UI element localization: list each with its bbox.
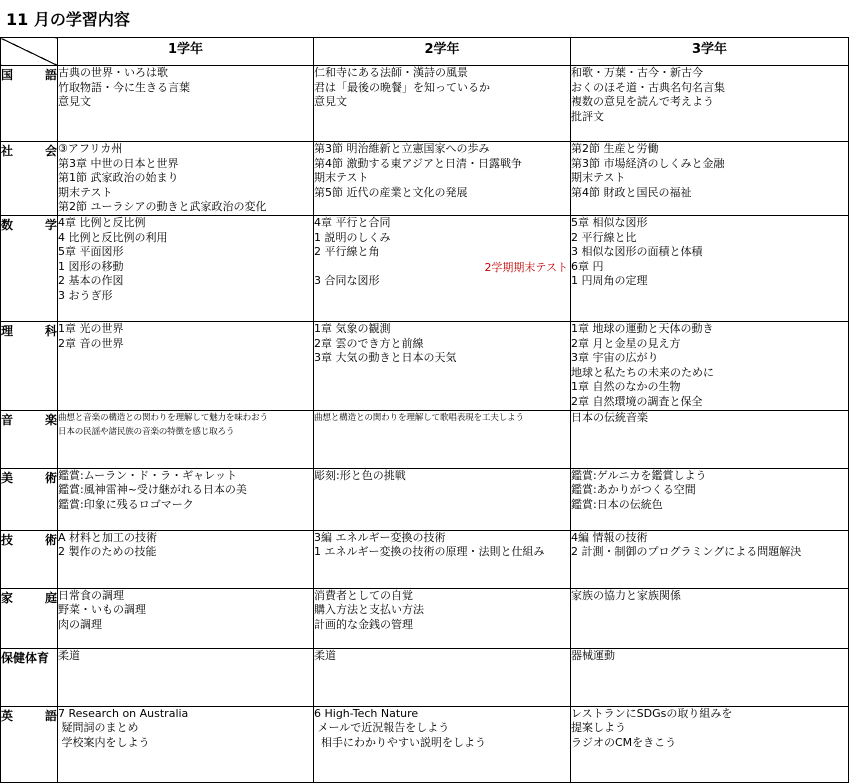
content-line: 相手にわかりやすい説明をしよう xyxy=(314,735,486,749)
content-cell-grade-3 xyxy=(571,142,849,216)
content-line: 鑑賞:ムーラン・ド・ラ・ギャレット xyxy=(58,468,238,482)
content-line: 意見文 xyxy=(314,95,347,109)
content-line: 1 エネルギー変換の技術の原理・法則と仕組み xyxy=(314,545,545,559)
content-cell-grade-2 xyxy=(314,410,571,468)
content-line: 2章 音の世界 xyxy=(58,336,124,350)
content-cell-grade-2 xyxy=(314,142,571,216)
content-cell-grade-3 xyxy=(571,468,849,530)
subject-row-japanese xyxy=(1,66,849,142)
content-line: 4編 情報の技術 xyxy=(571,530,648,544)
subject-label xyxy=(1,142,58,216)
content-line: 野菜・いもの調理 xyxy=(58,603,146,617)
content-cell-grade-1 xyxy=(58,588,314,648)
content-line: おくのほそ道・古典名句名言集 xyxy=(571,80,725,94)
content-cell-grade-3 xyxy=(571,66,849,142)
content-cell-grade-1 xyxy=(58,322,314,411)
content-cell-grade-3 xyxy=(571,530,849,588)
subject-char: 語 xyxy=(44,68,57,82)
subject-char: 術 xyxy=(44,532,57,547)
content-line: 2章 月と金星の見え方 xyxy=(571,336,681,350)
content-cell-grade-3 xyxy=(571,322,849,411)
content-line: 鑑賞:印象に残るロゴマーク xyxy=(58,497,194,511)
content-cell-grade-2 xyxy=(314,216,571,322)
content-line: 2章 自然環境の調査と保全 xyxy=(571,394,703,408)
subject-char: 社 xyxy=(1,144,14,158)
content-line: 5章 相似な図形 xyxy=(571,216,648,229)
subject-char: 術 xyxy=(44,470,57,485)
content-line: 4章 平行と合同 xyxy=(314,216,391,229)
content-line: 仁和寺にある法師・漢詩の風景 xyxy=(314,66,468,79)
content-cell-grade-2 xyxy=(314,468,571,530)
subject-label xyxy=(1,588,58,648)
content-line: 2 製作のための技能 xyxy=(58,545,157,559)
content-line: 竹取物語・今に生きる言葉 xyxy=(58,80,190,94)
content-line: 第2節 ユーラシアの動きと武家政治の変化 xyxy=(58,200,267,214)
content-line: 3編 エネルギー変換の技術 xyxy=(314,530,446,544)
content-line: 古典の世界・いろは歌 xyxy=(58,66,168,79)
content-cell-grade-3 xyxy=(571,648,849,706)
subject-label xyxy=(1,468,58,530)
content-line: 第4節 財政と国民の福祉 xyxy=(571,185,692,199)
content-cell-grade-1 xyxy=(58,66,314,142)
subject-char: 庭 xyxy=(44,590,57,605)
content-line: 柔道 xyxy=(58,648,80,662)
content-line: 家族の協力と家族関係 xyxy=(571,588,681,602)
schedule-table xyxy=(0,37,849,783)
content-line: 5章 平面図形 xyxy=(58,245,124,259)
content-line: 鑑賞:風神雷神~受け継がれる日本の美 xyxy=(58,483,247,497)
subject-char: 保健体育 xyxy=(1,650,50,665)
content-cell-grade-1 xyxy=(58,706,314,782)
content-cell-grade-1 xyxy=(58,142,314,216)
content-line: 第4節 激動する東アジアと日清・日露戦争 xyxy=(314,156,523,170)
subject-char: 家 xyxy=(1,590,14,605)
subject-row-art xyxy=(1,468,849,530)
content-cell-grade-2 xyxy=(314,530,571,588)
content-line: 2 平行線と角 xyxy=(314,245,380,259)
subject-label xyxy=(1,530,58,588)
content-cell-grade-1 xyxy=(58,648,314,706)
content-line: 2 基本の作図 xyxy=(58,274,124,288)
content-cell-grade-1 xyxy=(58,216,314,322)
content-line: 鑑賞:あかりがつくる空間 xyxy=(571,483,696,497)
content-cell-grade-1 xyxy=(58,468,314,530)
subject-row-music xyxy=(1,410,849,468)
subject-char: 学 xyxy=(44,218,57,232)
subject-label xyxy=(1,216,58,322)
content-cell-grade-2 xyxy=(314,66,571,142)
content-line: 4章 比例と反比例 xyxy=(58,216,146,229)
content-line: 2 平行線と比 xyxy=(571,230,637,244)
subject-char: 英 xyxy=(1,708,14,723)
content-line: 第1節 武家政治の始まり xyxy=(58,171,179,185)
content-line: A 材料と加工の技術 xyxy=(58,530,158,544)
content-line: 第5節 近代の産業と文化の発展 xyxy=(314,185,468,199)
content-line: 和歌・万葉・古今・新古今 xyxy=(571,66,703,79)
content-line: 日常食の調理 xyxy=(58,588,124,602)
content-line: 購入方法と支払い方法 xyxy=(314,603,424,617)
content-cell-grade-2 xyxy=(314,588,571,648)
exam-note: 2学期期末テスト xyxy=(484,261,568,274)
grade-header-1: 1学年 xyxy=(58,38,314,66)
subject-row-science xyxy=(1,322,849,411)
corner-cell xyxy=(1,38,58,66)
content-line: 3 合同な図形 xyxy=(314,274,380,288)
subject-char: 理 xyxy=(1,324,14,338)
content-line: 第3節 明治維新と立憲国家への歩み xyxy=(314,142,490,155)
content-line: 疑問詞のまとめ xyxy=(58,721,139,735)
content-line: 3章 大気の動きと日本の天気 xyxy=(314,351,457,365)
content-line: 3章 宇宙の広がり xyxy=(571,351,659,365)
subject-row-pe xyxy=(1,648,849,706)
subject-row-technology xyxy=(1,530,849,588)
content-line: 1章 光の世界 xyxy=(58,322,124,335)
grade-header-3: 3学年 xyxy=(571,38,849,66)
content-line: レストランにSDGsの取り組みを xyxy=(571,706,733,720)
subject-row-math xyxy=(1,216,849,322)
subject-char: 語 xyxy=(44,708,57,723)
content-line: 2章 雲のでき方と前線 xyxy=(314,336,424,350)
subject-row-english xyxy=(1,706,849,782)
content-line: 日本の伝統音楽 xyxy=(571,410,648,424)
subject-row-home-economics xyxy=(1,588,849,648)
subject-char: 技 xyxy=(1,532,14,547)
content-line: 曲想と音楽の構造との関わりを理解して魅力を味わおう xyxy=(58,412,268,423)
content-line: 第3節 市場経済のしくみと金融 xyxy=(571,156,725,170)
content-line: 意見文 xyxy=(58,95,91,109)
content-cell-grade-3 xyxy=(571,410,849,468)
content-line: 2 計測・制御のプログラミングによる問題解決 xyxy=(571,545,802,559)
subject-label xyxy=(1,66,58,142)
content-line: 1章 自然のなかの生物 xyxy=(571,380,681,394)
content-line: 期末テスト xyxy=(571,171,626,185)
content-line: 期末テスト xyxy=(58,185,113,199)
grade-header-2: 2学年 xyxy=(314,38,571,66)
content-line: 3 おうぎ形 xyxy=(58,288,113,302)
subject-char: 国 xyxy=(1,68,14,82)
content-line: 曲想と構造との関わりを理解して歌唱表現を工夫しよう xyxy=(314,412,524,423)
subject-label xyxy=(1,322,58,411)
content-cell-grade-1 xyxy=(58,530,314,588)
content-line: 日本の民謡や諸民族の音楽の特徴を感じ取ろう xyxy=(58,427,235,438)
content-cell-grade-2 xyxy=(314,322,571,411)
content-line: 1章 地球の運動と天体の動き xyxy=(571,322,714,335)
content-line: 1 円周角の定理 xyxy=(571,274,648,288)
content-line: 消費者としての自覚 xyxy=(314,588,413,602)
content-line: 柔道 xyxy=(314,648,336,662)
content-line: 4 比例と反比例の利用 xyxy=(58,230,168,244)
content-line: 3 相似な図形の面積と体積 xyxy=(571,245,703,259)
content-line: 鑑賞:日本の伝統色 xyxy=(571,497,663,511)
content-line: 鑑賞:ゲルニカを鑑賞しよう xyxy=(571,468,707,482)
content-line: 学校案内をしよう xyxy=(58,735,150,749)
content-cell-grade-1 xyxy=(58,410,314,468)
subject-char: 数 xyxy=(1,218,14,232)
subject-char: 科 xyxy=(44,324,57,338)
subject-label xyxy=(1,410,58,468)
content-line: 6 High-Tech Nature xyxy=(314,706,419,720)
subject-char: 楽 xyxy=(44,412,57,427)
subject-char: 音 xyxy=(1,412,14,427)
content-line: 計画的な金銭の管理 xyxy=(314,617,413,631)
page-title: 11 月の学習内容 xyxy=(6,10,130,29)
content-cell-grade-3 xyxy=(571,216,849,322)
content-line: 君は「最後の晩餐」を知っているか xyxy=(314,80,490,94)
content-line: 1 図形の移動 xyxy=(58,259,124,273)
content-line: 複数の意見を読んで考えよう xyxy=(571,95,714,109)
content-cell-grade-2 xyxy=(314,706,571,782)
content-line: 器械運動 xyxy=(571,648,615,662)
subject-char: 美 xyxy=(1,470,14,485)
content-line: 提案しよう xyxy=(571,721,626,735)
subject-label xyxy=(1,648,58,706)
subject-label xyxy=(1,706,58,782)
content-line: 6章 円 xyxy=(571,259,604,273)
subject-char: 会 xyxy=(44,144,57,158)
content-line: 7 Research on Australia xyxy=(58,706,189,720)
content-line: 彫刻:形と色の挑戦 xyxy=(314,468,406,482)
content-line: ③アフリカ州 xyxy=(58,142,123,155)
content-line: 1 説明のしくみ xyxy=(314,230,391,244)
content-cell-grade-2 xyxy=(314,648,571,706)
content-line: 地球と私たちの未来のために xyxy=(571,365,714,379)
content-line: 1章 気象の観測 xyxy=(314,322,391,335)
content-line: 第2節 生産と労働 xyxy=(571,142,659,155)
content-cell-grade-3 xyxy=(571,706,849,782)
content-line: 批評文 xyxy=(571,109,604,123)
content-line: ラジオのCMをきこう xyxy=(571,735,677,749)
subject-row-social xyxy=(1,142,849,216)
content-line: 肉の調理 xyxy=(58,617,102,631)
content-line: 第3章 中世の日本と世界 xyxy=(58,156,179,170)
content-cell-grade-3 xyxy=(571,588,849,648)
content-line: 期末テスト xyxy=(314,171,369,185)
content-line: メールで近況報告をしよう xyxy=(314,721,450,735)
